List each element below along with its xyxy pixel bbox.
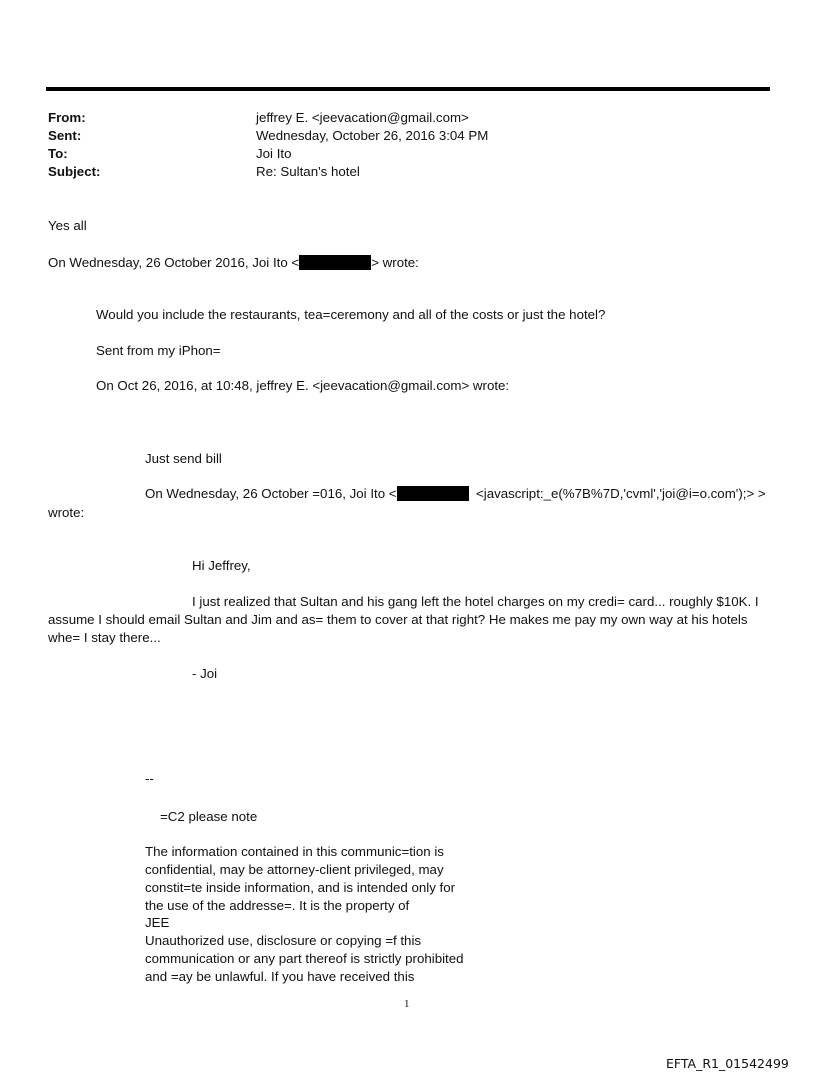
q3-greeting: Hi Jeffrey,	[192, 558, 251, 573]
disclaimer-line: confidential, may be attorney-client privileged, may	[145, 862, 444, 877]
q3-signature: - Joi	[192, 666, 218, 681]
q1-attribution: On Oct 26, 2016, at 10:48, jeffrey E. <jeevacation@gmail.com> wrote:	[96, 378, 510, 393]
from-value: jeffrey E. <jeevacation@gmail.com>	[256, 110, 469, 125]
page-number: 1	[404, 998, 410, 1010]
disclaimer-line: The information contained in this communic=tion is	[145, 844, 444, 859]
sig-dashes: --	[145, 771, 154, 786]
from-label: From:	[48, 110, 86, 125]
q1-sent-from: Sent from my iPhon=	[96, 343, 221, 358]
disclaimer-line: JEE	[145, 915, 170, 930]
q3-line3: whe= I stay there...	[48, 630, 161, 645]
to-value: Joi Ito	[256, 146, 292, 161]
q1-text: Would you include the restaurants, tea=ceremony and all of the costs or just the hotel?	[96, 307, 606, 322]
disclaimer-line: and =ay be unlawful. If you have received this	[145, 969, 415, 984]
disclaimer-line: constit=te inside information, and is intended only for	[145, 880, 456, 895]
redaction-box	[397, 486, 469, 501]
q2-wrote: wrote:	[48, 505, 85, 520]
quote1-suffix: > wrote:	[371, 255, 419, 270]
disclaimer-line: Unauthorized use, disclosure or copying =f this	[145, 933, 422, 948]
q3-line2: assume I should email Sultan and Jim and as= them to cover at that right? He makes me pay my own way at his hotels	[48, 612, 748, 627]
redaction-box	[299, 255, 371, 270]
document-id: EFTA_R1_01542499	[666, 1056, 789, 1071]
q2-attrib-suffix: <javascript:_e(%7B%7D,'cvml','joi@i=o.com');> >	[475, 486, 766, 501]
q2-attrib-prefix: On Wednesday, 26 October =016, Joi Ito <	[145, 486, 397, 501]
subject-label: Subject:	[48, 164, 101, 179]
reply-text: Yes all	[48, 218, 87, 233]
quote1-prefix: On Wednesday, 26 October 2016, Joi Ito <	[48, 255, 300, 270]
quote1-attribution	[48, 255, 419, 271]
sent-value: Wednesday, October 26, 2016 3:04 PM	[256, 128, 489, 143]
sig-note: =C2 please note	[160, 809, 258, 824]
header-rule	[46, 87, 770, 91]
disclaimer-line: communication or any part thereof is strictly prohibited	[145, 951, 464, 966]
q2-attribution	[145, 486, 766, 502]
disclaimer-line: the use of the addresse=. It is the property of	[145, 898, 410, 913]
q2-text: Just send bill	[145, 451, 222, 466]
q3-line1: I just realized that Sultan and his gang left the hotel charges on my credi= card... roughly $10K. I	[192, 594, 759, 609]
to-label: To:	[48, 146, 68, 161]
sent-label: Sent:	[48, 128, 82, 143]
subject-value: Re: Sultan's hotel	[256, 164, 360, 179]
